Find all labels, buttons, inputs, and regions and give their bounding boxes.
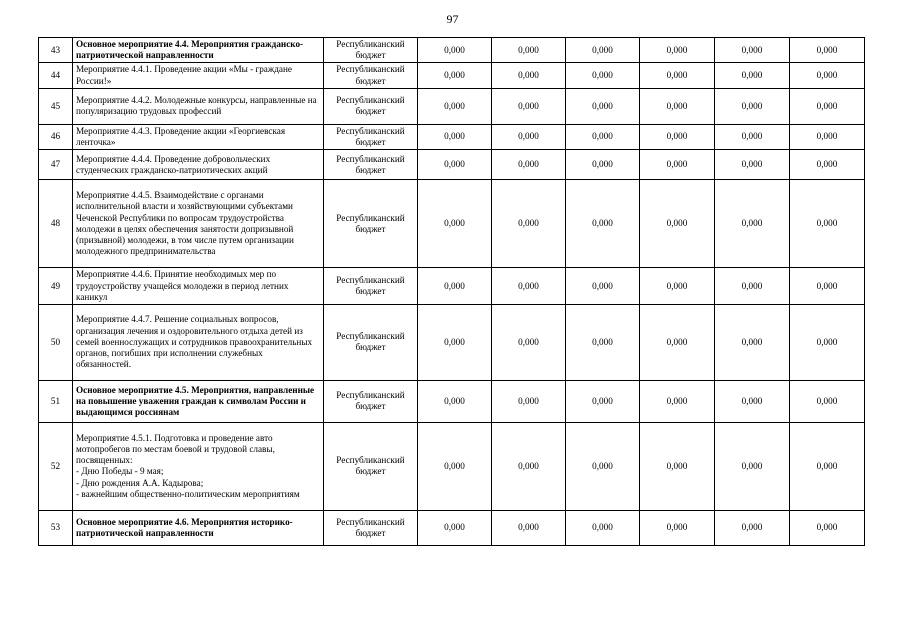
row-number: 52 (39, 422, 73, 510)
funding-value: 0,000 (790, 88, 865, 124)
funding-value: 0,000 (640, 150, 715, 180)
funding-value: 0,000 (418, 150, 492, 180)
table-row (39, 38, 865, 63)
row-number: 45 (39, 88, 73, 124)
funding-value: 0,000 (790, 63, 865, 88)
funding-value: 0,000 (715, 88, 790, 124)
activity-name: Мероприятие 4.4.6. Принятие необходимых мер по трудоустройству учащейся молодежи в период летних каникул (73, 268, 324, 305)
funding-value: 0,000 (566, 510, 640, 545)
funding-value: 0,000 (418, 380, 492, 422)
funding-value: 0,000 (640, 38, 715, 63)
row-number: 50 (39, 304, 73, 380)
funding-value: 0,000 (492, 268, 566, 305)
funding-value: 0,000 (640, 63, 715, 88)
activity-name: Мероприятие 4.4.1. Проведение акции «Мы - граждане России!» (73, 63, 324, 88)
table-row (39, 150, 865, 180)
funding-value: 0,000 (790, 510, 865, 545)
table-row (39, 63, 865, 88)
funding-source: Республиканский бюджет (324, 124, 418, 149)
funding-source: Республиканский бюджет (324, 304, 418, 380)
funding-source: Республиканский бюджет (324, 88, 418, 124)
funding-value: 0,000 (492, 510, 566, 545)
table-row (39, 180, 865, 268)
funding-value: 0,000 (566, 38, 640, 63)
funding-value: 0,000 (715, 422, 790, 510)
budget-table (38, 37, 865, 546)
funding-source: Республиканский бюджет (324, 63, 418, 88)
activity-name: Основное мероприятие 4.4. Мероприятия гражданско-патриотической направленности (73, 38, 324, 63)
funding-value: 0,000 (418, 63, 492, 88)
funding-value: 0,000 (566, 268, 640, 305)
funding-value: 0,000 (640, 510, 715, 545)
funding-value: 0,000 (790, 38, 865, 63)
funding-value: 0,000 (566, 304, 640, 380)
funding-value: 0,000 (566, 180, 640, 268)
funding-value: 0,000 (492, 304, 566, 380)
activity-name: Мероприятие 4.4.3. Проведение акции «Георгиевская ленточка» (73, 124, 324, 149)
funding-value: 0,000 (790, 422, 865, 510)
table-body (39, 38, 865, 546)
activity-name: Мероприятие 4.4.2. Молодежные конкурсы, направленные на популяризацию трудовых профессий (73, 88, 324, 124)
funding-value: 0,000 (715, 268, 790, 305)
row-number: 53 (39, 510, 73, 545)
funding-value: 0,000 (418, 510, 492, 545)
page-number: 97 (446, 12, 459, 26)
row-number: 48 (39, 180, 73, 268)
funding-value: 0,000 (492, 150, 566, 180)
funding-value: 0,000 (790, 124, 865, 149)
table-row (39, 268, 865, 305)
funding-value: 0,000 (790, 180, 865, 268)
activity-name: Мероприятие 4.4.7. Решение социальных вопросов, организация лечения и оздоровительного отдыха детей из семей военнослужащих и сотрудников правоохранительных органов, погибших при исполнении служебных обязанностей. (73, 304, 324, 380)
funding-value: 0,000 (492, 63, 566, 88)
funding-value: 0,000 (715, 304, 790, 380)
table-row (39, 380, 865, 422)
row-number: 43 (39, 38, 73, 63)
table-row (39, 422, 865, 510)
table-row (39, 510, 865, 545)
funding-value: 0,000 (418, 180, 492, 268)
activity-name: Основное мероприятие 4.6. Мероприятия историко-патриотической направленности (73, 510, 324, 545)
funding-source: Республиканский бюджет (324, 380, 418, 422)
activity-name: Мероприятие 4.5.1. Подготовка и проведение авто мотопробегов по местам боевой и трудовой славы, посвященных: - Дню Победы - 9 мая; - Дню рождения А.А. Кадырова; - важнейшим общественно-политическим мероприятиям (73, 422, 324, 510)
funding-value: 0,000 (492, 38, 566, 63)
funding-value: 0,000 (418, 268, 492, 305)
row-number: 47 (39, 150, 73, 180)
funding-source: Республиканский бюджет (324, 510, 418, 545)
funding-value: 0,000 (418, 304, 492, 380)
funding-value: 0,000 (418, 88, 492, 124)
row-number: 46 (39, 124, 73, 149)
funding-value: 0,000 (492, 124, 566, 149)
funding-value: 0,000 (790, 268, 865, 305)
activity-name: Мероприятие 4.4.5. Взаимодействие с органами исполнительной власти и хозяйствующими субъектами Чеченской Республики по вопросам трудоустройства молодежи в целях обеспечения занятости допризывной (призывной) молодежи, в том числе путем организации молодежного предпринимательства (73, 180, 324, 268)
funding-value: 0,000 (418, 38, 492, 63)
funding-value: 0,000 (566, 63, 640, 88)
funding-value: 0,000 (640, 268, 715, 305)
funding-value: 0,000 (640, 380, 715, 422)
funding-value: 0,000 (715, 124, 790, 149)
funding-value: 0,000 (715, 180, 790, 268)
funding-value: 0,000 (715, 380, 790, 422)
funding-value: 0,000 (492, 380, 566, 422)
funding-value: 0,000 (790, 380, 865, 422)
funding-value: 0,000 (492, 88, 566, 124)
funding-source: Республиканский бюджет (324, 268, 418, 305)
funding-value: 0,000 (640, 304, 715, 380)
funding-value: 0,000 (566, 124, 640, 149)
funding-value: 0,000 (715, 38, 790, 63)
funding-value: 0,000 (492, 180, 566, 268)
funding-source: Республиканский бюджет (324, 150, 418, 180)
funding-value: 0,000 (715, 510, 790, 545)
row-number: 51 (39, 380, 73, 422)
funding-value: 0,000 (790, 304, 865, 380)
funding-value: 0,000 (418, 422, 492, 510)
funding-source: Республиканский бюджет (324, 180, 418, 268)
funding-value: 0,000 (418, 124, 492, 149)
row-number: 49 (39, 268, 73, 305)
activity-name: Основное мероприятие 4.5. Мероприятия, направленные на повышение уважения граждан к символам России и выдающимся россиянам (73, 380, 324, 422)
funding-value: 0,000 (715, 63, 790, 88)
funding-value: 0,000 (566, 380, 640, 422)
table-row (39, 124, 865, 149)
funding-value: 0,000 (492, 422, 566, 510)
funding-value: 0,000 (640, 180, 715, 268)
table-row (39, 304, 865, 380)
funding-value: 0,000 (715, 150, 790, 180)
funding-value: 0,000 (566, 150, 640, 180)
funding-value: 0,000 (640, 124, 715, 149)
funding-value: 0,000 (790, 150, 865, 180)
funding-value: 0,000 (640, 88, 715, 124)
funding-value: 0,000 (640, 422, 715, 510)
funding-source: Республиканский бюджет (324, 38, 418, 63)
table-row (39, 88, 865, 124)
funding-value: 0,000 (566, 88, 640, 124)
activity-name: Мероприятие 4.4.4. Проведение добровольческих студенческих гражданско-патриотических акций (73, 150, 324, 180)
funding-source: Республиканский бюджет (324, 422, 418, 510)
funding-value: 0,000 (566, 422, 640, 510)
row-number: 44 (39, 63, 73, 88)
